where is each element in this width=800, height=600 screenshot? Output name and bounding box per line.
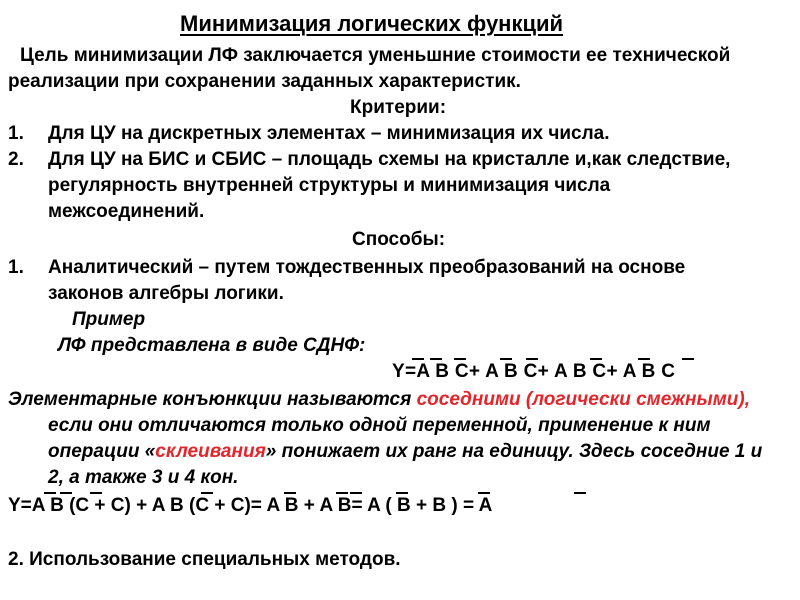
formula-minimization: Y=A B (C + C) + A B (C + C)= A B + A B= A ( B + B ) = A bbox=[8, 495, 493, 516]
methods-heading: Способы: bbox=[352, 229, 446, 250]
term-adjacent: соседними (логически смежными), bbox=[416, 389, 750, 410]
para-line-1-text: Элементарные конъюнкции называются bbox=[8, 389, 417, 410]
slide-title: Минимизация логических функций bbox=[180, 11, 564, 36]
intro-line-1: Цель минимизации ЛФ заключается уменьшние стоимости ее технической bbox=[20, 45, 731, 66]
method-1-line-2: законов алгебры логики. bbox=[48, 283, 284, 304]
example-label: Пример bbox=[72, 309, 146, 330]
formula-sdnf-overlines bbox=[392, 356, 702, 364]
para-line-3 bbox=[48, 440, 762, 464]
para-line-3-text-b: » понижает их ранг на единицу. Здесь соседние 1 и bbox=[265, 441, 763, 462]
para-line-1 bbox=[8, 388, 750, 412]
criteria-num-1: 1. bbox=[8, 123, 24, 144]
para-line-4: 2, а также 3 и 4 кон. bbox=[48, 467, 239, 488]
formula-sdnf: Y=A B C+ A B C+ A B C+ A B C bbox=[392, 361, 676, 382]
intro-line-2: реализации при сохранении заданных характеристик. bbox=[8, 71, 521, 92]
example-text: ЛФ представлена в виде СДНФ: bbox=[58, 335, 366, 356]
criteria-item-2-line-1: Для ЦУ на БИС и СБИС – площадь схемы на кристалле и,как следствие, bbox=[48, 149, 731, 170]
para-line-3-text-a: операции « bbox=[48, 441, 156, 462]
method-2: 2. Использование специальных методов. bbox=[8, 549, 401, 570]
method-num-1: 1. bbox=[8, 257, 24, 278]
criteria-item-2-line-2: регулярность внутренней структуры и минимизация числа bbox=[48, 175, 611, 196]
formula-minimization-overlines bbox=[8, 490, 588, 498]
para-line-2: если они отличаются только одной переменной, применение к ним bbox=[48, 415, 711, 436]
criteria-item-1: Для ЦУ на дискретных элементах – минимизация их числа. bbox=[48, 123, 610, 144]
method-1-line-1: Аналитический – путем тождественных преобразований на основе bbox=[48, 257, 686, 278]
term-gluing: склеивания bbox=[155, 441, 266, 462]
criteria-item-2-line-3: межсоединений. bbox=[48, 201, 205, 222]
criteria-heading: Критерии: bbox=[350, 97, 447, 118]
criteria-num-2: 2. bbox=[8, 149, 24, 170]
